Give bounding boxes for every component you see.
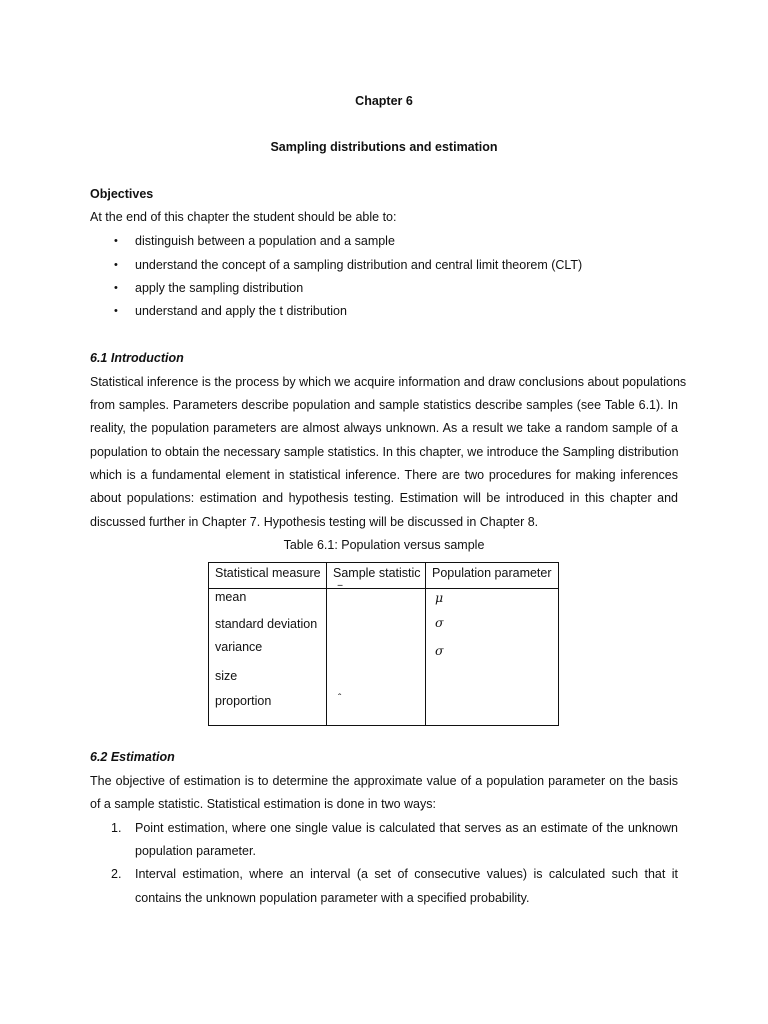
- table-header-divider: [209, 588, 558, 589]
- list-item-line: Interval estimation, where an interval (a set of consecutive values) is calculated such that it: [135, 867, 678, 881]
- table-cell-measure: variance: [215, 640, 263, 654]
- paragraph-line: The objective of estimation is to determine the approximate value of a population parameter on the basis: [90, 774, 678, 788]
- table-cell-parameter: σ: [435, 643, 444, 658]
- objective-item: distinguish between a population and a sample: [135, 234, 395, 248]
- objective-item: understand and apply the t distribution: [135, 304, 347, 318]
- objectives-intro: At the end of this chapter the student should be able to:: [90, 210, 397, 224]
- list-number: 1.: [111, 821, 122, 835]
- bullet-icon: •: [114, 282, 118, 294]
- table-cell-measure: mean: [215, 590, 247, 604]
- table-cell-parameter: μ: [435, 590, 444, 605]
- objective-item: understand the concept of a sampling distribution and central limit theorem (CLT): [135, 258, 583, 272]
- paragraph-line: Statistical inference is the process by which we acquire information and draw conclusions about populations: [90, 375, 687, 389]
- table-cell-parameter: σ: [435, 615, 444, 630]
- section-heading-estimation: 6.2 Estimation: [90, 750, 175, 764]
- paragraph-line: of a sample statistic. Statistical estimation is done in two ways:: [90, 797, 436, 811]
- table-cell-sample: ‾: [338, 584, 343, 598]
- objectives-heading: Objectives: [90, 187, 154, 201]
- table-header-cell: Statistical measure: [215, 566, 321, 580]
- objective-item: apply the sampling distribution: [135, 281, 304, 295]
- list-number: 2.: [111, 867, 122, 881]
- bullet-icon: •: [114, 259, 118, 271]
- paragraph-line: population to obtain the necessary sample statistics. In this chapter, we introduce the Sampling distribution: [90, 445, 679, 459]
- table-cell-measure: standard deviation: [215, 617, 318, 631]
- list-item-line: contains the unknown population parameter with a specified probability.: [135, 891, 530, 905]
- paragraph-line: from samples. Parameters describe population and sample statistics describe samples (see Table 6.1). In: [90, 398, 678, 412]
- section-heading-introduction: 6.1 Introduction: [90, 351, 184, 365]
- paragraph-line: about populations: estimation and hypothesis testing. Estimation will be introduced in this chapter and: [90, 491, 678, 505]
- bullet-icon: •: [114, 235, 118, 247]
- table-header-cell: Sample statistic: [333, 566, 421, 580]
- paragraph-line: reality, the population parameters are almost always unknown. As a result we take a random sample of a: [90, 421, 678, 435]
- bullet-icon: •: [114, 305, 118, 317]
- chapter-number: Chapter 6: [355, 94, 413, 108]
- comparison-table: [208, 562, 559, 726]
- list-item-line: Point estimation, where one single value is calculated that serves as an estimate of the unknown: [135, 821, 678, 835]
- list-item-line: population parameter.: [135, 844, 256, 858]
- paragraph-line: which is a fundamental element in statistical inference. There are two procedures for making inferences: [90, 468, 678, 482]
- table-cell-measure: proportion: [215, 694, 272, 708]
- table-cell-sample: ˆ: [338, 693, 342, 704]
- table-header-cell: Population parameter: [432, 566, 552, 580]
- table-cell-measure: size: [215, 669, 238, 683]
- paragraph-line: discussed further in Chapter 7. Hypothesis testing will be discussed in Chapter 8.: [90, 515, 539, 529]
- chapter-title: Sampling distributions and estimation: [270, 140, 498, 154]
- table-caption: Table 6.1: Population versus sample: [283, 538, 485, 552]
